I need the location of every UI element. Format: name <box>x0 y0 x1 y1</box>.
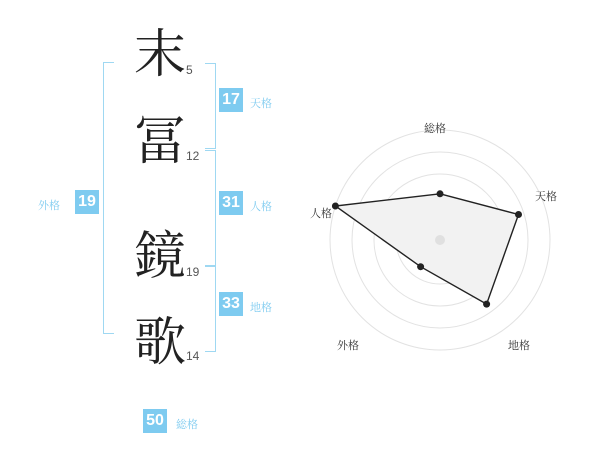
name-character-1: 末 <box>133 27 186 84</box>
jinkaku-label: 人格 <box>250 201 272 213</box>
radar-axis-label-gaikaku: 外格 <box>337 340 359 352</box>
stroke-count-2: 12 <box>186 149 200 163</box>
chikaku-badge: 33 <box>219 292 243 316</box>
gaikaku-badge: 19 <box>75 190 99 214</box>
name-character-4: 歌 <box>133 315 186 372</box>
tenkaku-bracket <box>205 63 216 149</box>
jinkaku-bracket <box>205 150 216 266</box>
radar-area <box>335 194 518 304</box>
radar-axis-label-chikaku: 地格 <box>508 340 530 352</box>
radar-center-dot <box>435 235 445 245</box>
tenkaku-label: 天格 <box>250 98 272 110</box>
name-character-3: 鏡 <box>133 229 186 286</box>
chikaku-bracket <box>205 266 216 352</box>
gaikaku-bracket <box>103 62 114 334</box>
radar-axis-label-tenkaku: 天格 <box>535 191 557 203</box>
soukaku-label: 総格 <box>176 419 198 431</box>
stroke-count-1: 5 <box>186 63 193 77</box>
chikaku-label: 地格 <box>250 302 272 314</box>
stroke-count-4: 14 <box>186 349 200 363</box>
name-character-2: 冨 <box>133 114 186 171</box>
radar-axis-label-soukaku: 総格 <box>424 123 446 135</box>
gaikaku-label: 外格 <box>38 200 60 212</box>
stroke-count-3: 19 <box>186 265 200 279</box>
tenkaku-badge: 17 <box>219 88 243 112</box>
jinkaku-badge: 31 <box>219 191 243 215</box>
radar-axis-label-jinkaku: 人格 <box>310 208 332 220</box>
soukaku-badge: 50 <box>143 409 167 433</box>
